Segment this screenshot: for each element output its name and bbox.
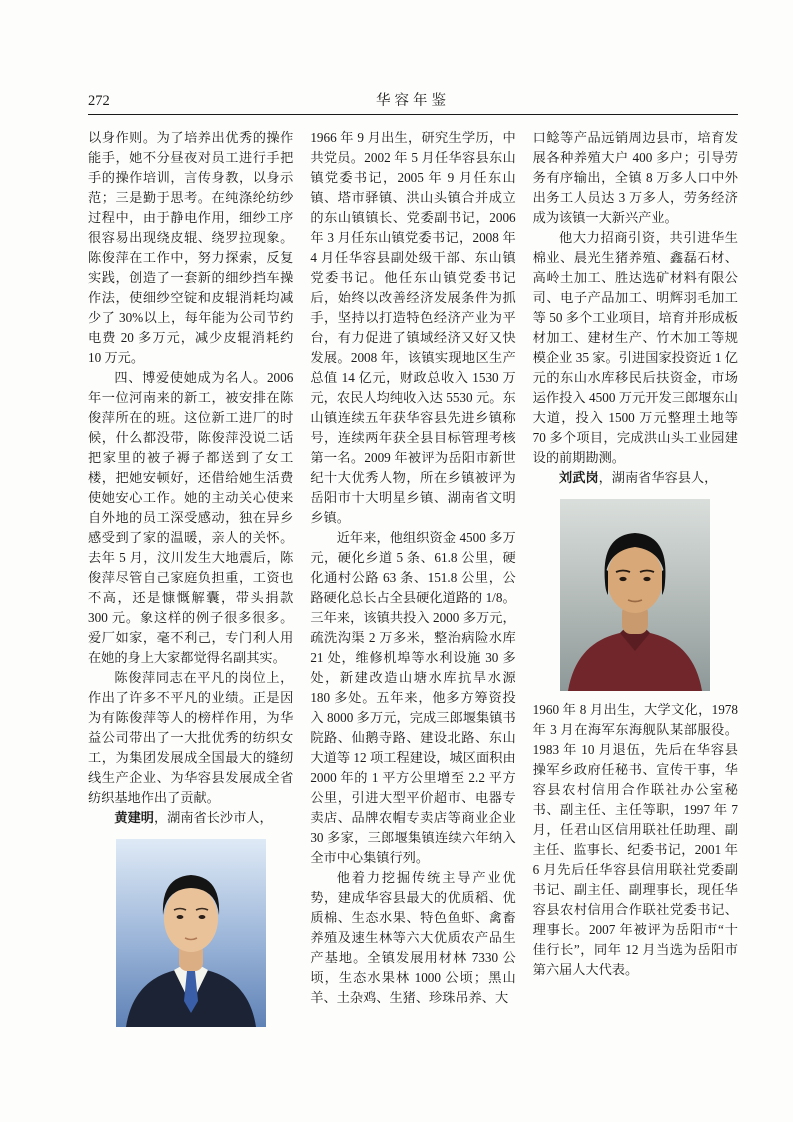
page-content-area [88,90,738,1076]
portrait-photo-liu-wugang [560,499,710,691]
portrait-illustration-liu-wugang [560,499,710,691]
page-number: 272 [88,93,110,109]
content-columns [88,128,738,1076]
paragraph: 他着力挖掘传统主导产业优势，建成华容县最大的优质稻、优质棉、生态水果、特色鱼虾、禽畜养殖及速生林等六大优质农产品生产基地。全镇发展用材林 7330 公顷，生态水果林 1000 公顷；黑山羊、土杂鸡、生猪、珍珠吊养、大 [310,870,516,1005]
paragraph: 四、博爱使她成为名人。2006 年一位河南来的新工，被安排在陈俊萍所在的班。这位新工进厂的时候，什么都没带，陈俊萍没说二话把家里的被子褥子都送到了女工楼，把她安顿好，还借给她生活费使她安心工作。她的主动关心使来自外地的员工深受感动，独在异乡感受到了家的温暖，亲人的关怀。去年 5 月，汶川发生大地震后，陈俊萍尽管自己家庭负担重，工资也不高，还是慷慨解囊，带头捐款 300 元。象这样的例子很多很多。爱厂如家，毫不利己，专门利人用在她的身上大家都觉得名副其实。 [88,370,294,665]
paragraph: 1960 年 8 月出生，大学文化，1978 年 3 月在海军东海舰队某部服役。1983 年 10 月退伍，先后在华容县操军乡政府任秘书、宣传干事，华容县农村信用合作联社办公室秘书、副主任、主任等职，1997 年 7 月，任君山区信用联社任助理、副主任、监事长、纪委书记，2001 年 6 月先后任华容县信用联社党委副书记、副主任、副理事长，现任华容县农村信用合作联社党委书记、理事长。2007 年被评为岳阳市“十佳行长”，同年 12 月当选为岳阳市第六届人大代表。 [532,702,738,977]
paragraph: 陈俊萍同志在平凡的岗位上，作出了许多不平凡的业绩。正是因为有陈俊萍等人的榜样作用，为华益公司带出了一大批优秀的纺织女工，为集团发展成全国最大的缝纫线生产企业、为华容县发展成全省纺织基地作出了贡献。 [88,670,294,805]
column-right [533,128,738,1076]
person-name-liu-wugang: 刘武岗 [559,470,599,485]
paragraph: 他大力招商引资，共引进华生棉业、晨光生猪养殖、鑫磊石材、高岭土加工、胜达选矿材料有限公司、电子产品加工、明辉羽毛加工等 50 多个工业项目，培育并形成板材加工、建材生产、竹木加工等规模企业 35 家。引进国家投资近 1 亿元的东山水库移民后扶资金，市场运作投入 4500 万元开发三郎堰东山大道，投入 1500 万元整理土地等 70 多个项目，完成洪山头工业园建设的前期勘测。 [532,230,738,465]
column-left [88,128,293,1076]
paragraph: 1966 年 9 月出生，研究生学历，中共党员。2002 年 5 月任华容县东山镇党委书记，2005 年 9 月任东山镇、塔市驿镇、洪山头镇合并成立的东山镇镇长、党委副书记，2006 年 3 月任东山镇党委书记，2008 年 4 月任华容县副处级干部、东山镇党委书记。他任东山镇党委书记后，始终以改善经济发展条件为抓手，坚持以打造特色经济产业为平台，有力促进了镇域经济又好又快发展。2008 年，该镇实现地区生产总值 14 亿元，财政总收入 1530 万元，农民人均纯收入达 5530 元。东山镇连续五年获华容县先进乡镇称号，连续两年获全县目标管理考核第一名。2009 年被评为岳阳市新世纪十大优秀人物，所在乡镇被评为岳阳市十大明星乡镇、湖南省文明乡镇。 [310,130,516,525]
paragraph: 以身作则。为了培养出优秀的操作能手，她不分昼夜对员工进行手把手的操作培训，言传身教，以身示范；三是勤于思考。在纯涤纶纺纱过程中，由于静电作用，细纱工序很容易出现绕皮辊、绕罗拉现象。陈俊萍在工作中，努力探索，反复实践，创造了一套新的细纱挡车操作法，使细纱空锭和皮辊消耗均减少了 30%以上，每年能为公司节约电费 20 多万元，减少皮辊消耗约 10 万元。 [88,130,294,365]
bio-lead-text: ，湖南省华容县人， [598,470,718,485]
bio-lead-paragraph [533,468,738,488]
header-rule [88,114,738,115]
bio-lead-text: ，湖南省长沙市人， [153,810,273,825]
paragraph: 近年来，他组织资金 4500 多万元，硬化乡道 5 条、61.8 公里，硬化通村公路 63 条、151.8 公里，公路硬化总长占全县硬化道路的 1/8。三年来，该镇共投入 2000 多万元，疏洗沟渠 2 万多米，整治病险水库 21 处，维修机埠等水利设施 30 多处，新建改造山塘水库抗旱水源 180 多处。五年来，他多方筹资投入 8000 多万元，完成三郎堰集镇书院路、仙鹅寺路、建设北路、东山大道等 12 项工程建设，城区面积由 2000 年的 1 平方公里增至 2.2 平方公里，引进大型平价超市、电器专卖店、品牌农帽专卖店等商业企业 30 多家，三郎堰集镇连续六年纳入全市中心集镇行列。 [310,530,516,865]
portrait-photo-huang-jianming [116,839,266,1027]
page-header [88,90,738,112]
page-title: 华容年鉴 [376,93,450,109]
paragraph: 口鲶等产品远销周边县市，培育发展各种养殖大户 400 多户；引导劳务有序输出，全镇 8 万多人口中外出务工人员达 3 万多人，劳务经济成为该镇一大新兴产业。 [532,130,738,225]
portrait-illustration-huang-jianming [116,839,266,1027]
person-name-huang-jianming: 黄建明 [114,810,154,825]
column-middle [310,128,515,1076]
bio-lead-paragraph [88,808,293,828]
